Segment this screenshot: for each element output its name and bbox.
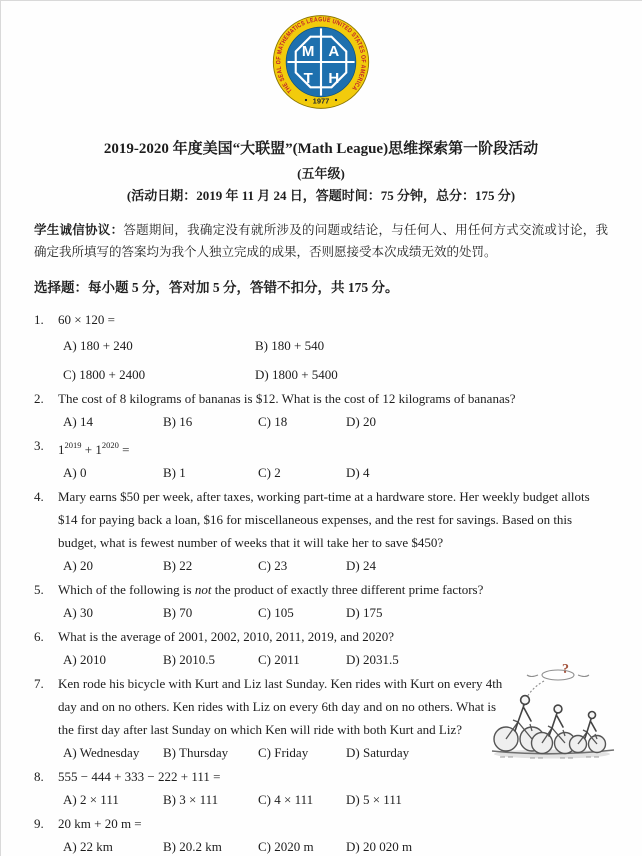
text-line: the first day after last Sunday on which Ken will ride with both Kurt and Liz? (58, 722, 462, 737)
question-text (58, 485, 608, 554)
text-after-emphasis: the product of exactly three different prime factors? (211, 582, 484, 597)
option-c: C) 23 (258, 558, 288, 573)
question-options (63, 788, 608, 811)
option-a: A) 180 + 240 (63, 338, 133, 353)
text-line: day and on no others. Ken rides with Liz on every 6th day and on no others. What is (58, 699, 497, 714)
question-mark-glyph: ? (562, 662, 569, 677)
question-number: 6. (34, 629, 44, 644)
option-c: C) 105 (258, 605, 294, 620)
question-text: 60 × 120 = (58, 312, 115, 327)
question-text: The cost of 8 kilograms of bananas is $12. What is the cost of 12 kilograms of bananas? (58, 391, 516, 406)
option-d: D) Saturday (346, 745, 410, 760)
seal-year: 1977 (312, 96, 330, 106)
page-title: 2019-2020 年度美国“大联盟”(Math League)思维探索第一阶段活动 (103, 141, 539, 157)
base-1: 1 (58, 442, 65, 457)
integrity-agreement (34, 219, 608, 263)
option-c: C) 4 × 111 (258, 792, 314, 807)
cyclists-illustration (486, 660, 620, 764)
question-options (63, 554, 608, 577)
question-number: 5. (34, 582, 44, 597)
seal-letter-m: M (301, 42, 315, 60)
option-a: A) 0 (63, 465, 87, 480)
question-number: 9. (34, 816, 44, 831)
question-5 (34, 578, 608, 624)
text-before-emphasis: Which of the following is (58, 582, 195, 597)
question-number: 2. (34, 391, 44, 406)
option-d: D) 5 × 111 (346, 792, 402, 807)
question-options (63, 410, 608, 433)
text-line: Ken rode his bicycle with Kurt and Liz last Sunday. Ken rides with Kurt on every 4th (58, 676, 503, 691)
question-number: 8. (34, 769, 44, 784)
question-number: 7. (34, 676, 44, 691)
question-options (63, 461, 608, 484)
option-b: B) 3 × 111 (163, 792, 219, 807)
question-7 (34, 662, 608, 764)
option-a: A) Wednesday (63, 745, 140, 760)
seal-dot-right (335, 99, 337, 101)
option-d: D) 20 020 m (346, 839, 413, 854)
option-d: D) 1800 + 5400 (255, 367, 338, 382)
seal-container (34, 9, 608, 115)
option-a: A) 22 km (63, 839, 113, 854)
question-2 (34, 387, 608, 433)
question-8 (34, 765, 608, 811)
option-b: B) 16 (163, 414, 193, 429)
drone-icon (523, 670, 589, 706)
option-b: B) 1 (163, 465, 186, 480)
text-line: $14 for paying back a loan, $16 for miscellaneous expenses, and the rest for savings. Based on this (58, 512, 573, 527)
option-d: D) 175 (346, 605, 383, 620)
option-d: D) 2031.5 (346, 652, 399, 667)
question-text (58, 672, 518, 741)
question-4 (34, 485, 608, 577)
option-c: C) 1800 + 2400 (63, 367, 146, 382)
option-d: D) 24 (346, 558, 376, 573)
option-a: A) 20 (63, 558, 93, 573)
seal-dot-left (305, 99, 307, 101)
option-b: B) 20.2 km (163, 839, 222, 854)
seal-letter-a: A (328, 42, 340, 60)
grade-subtitle: (五年级) (297, 166, 345, 181)
option-b: B) 2010.5 (163, 652, 215, 667)
section-header: 选择题：每小题 5 分，答对加 5 分，答错不扣分，共 175 分。 (34, 280, 399, 295)
agreement-text: 答题期间，我确定没有就所涉及的问题或结论，与任何人、用任何方式交流或讨论，我确定我所填写的答案均为我个人独立完成的成果，否则愿接受本次成绩无效的处罚。 (34, 223, 608, 259)
agreement-label: 学生诚信协议： (34, 223, 124, 237)
question-1 (34, 308, 608, 386)
option-b: B) 22 (163, 558, 193, 573)
exponent-2020: 2020 (101, 440, 119, 450)
seal-letter-t: T (303, 70, 313, 88)
question-text: 20 km + 20 m = (58, 816, 142, 831)
question-text (58, 434, 608, 461)
question-text (58, 578, 608, 601)
option-a: A) 2010 (63, 652, 106, 667)
option-b: B) Thursday (163, 745, 229, 760)
exponent-2019: 2019 (64, 440, 82, 450)
math-league-seal-icon (267, 9, 375, 115)
question-options (63, 835, 608, 858)
option-d: D) 4 (346, 465, 370, 480)
option-c: C) 2 (258, 465, 281, 480)
text-line: Mary earns $50 per week, after taxes, working part-time at a hardware store. Her weekly budget allots (58, 489, 590, 504)
question-3 (34, 434, 608, 484)
option-c: C) 2020 m (258, 839, 314, 854)
equals-sign: = (118, 442, 130, 457)
option-d: D) 20 (346, 414, 376, 429)
question-list (34, 308, 608, 858)
option-a: A) 14 (63, 414, 93, 429)
seal-ring-text: THE SEAL OF MATHEMATICS LEAGUE UNITED STATES OF AMERICA (275, 16, 367, 95)
option-a: A) 30 (63, 605, 93, 620)
question-9 (34, 812, 608, 858)
question-number: 1. (34, 312, 44, 327)
option-c: C) 2011 (258, 652, 300, 667)
mid-term: + 1 (81, 442, 102, 457)
option-c: C) Friday (258, 745, 309, 760)
seal-letter-h: H (328, 70, 340, 88)
option-a: A) 2 × 111 (63, 792, 119, 807)
option-b: B) 70 (163, 605, 193, 620)
emphasized-word: not (194, 582, 212, 597)
question-number: 4. (34, 489, 44, 504)
question-text: 555 − 444 + 333 − 222 + 111 = (58, 769, 221, 784)
option-c: C) 18 (258, 414, 288, 429)
question-options (63, 601, 608, 624)
question-number: 3. (34, 438, 44, 453)
question-options (63, 334, 608, 386)
exam-info-line: (活动日期：2019 年 11 月 24 日，答题时间：75 分钟，总分：175 分) (126, 188, 516, 203)
option-b: B) 180 + 540 (255, 338, 325, 353)
text-line: budget, what is fewest number of weeks that it will take her to save $450? (58, 535, 444, 550)
question-text: What is the average of 2001, 2002, 2010, 2011, 2019, and 2020? (58, 629, 395, 644)
